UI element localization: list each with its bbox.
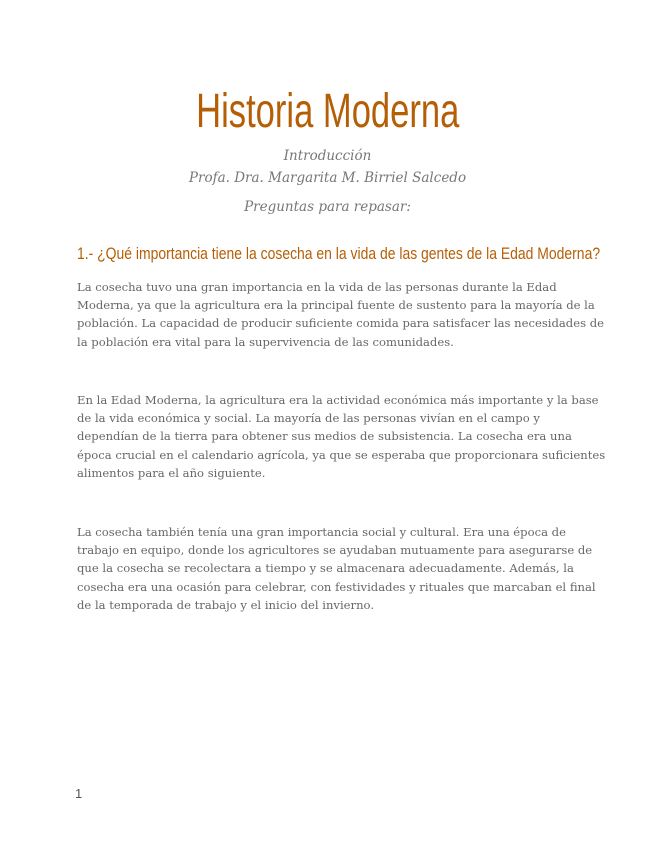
- line: trabajo en equipo, donde los agricultores se ayudaban mutuamente para asegurarse de: [77, 543, 593, 558]
- line: Moderna, ya que la agricultura era la principal fuente de sustento para la mayoría de la: [77, 298, 595, 313]
- document-title: [0, 84, 655, 139]
- line: que la cosecha se recolectara a tiempo y se almacenara adecuadamente. Además, la: [77, 561, 574, 576]
- question-heading: 1.- ¿Qué importancia tiene la cosecha en la vida de las gentes de la Edad Moderna?: [77, 244, 601, 263]
- line: dependían de la tierra para obtener sus medios de subsistencia. La cosecha era una: [77, 429, 572, 444]
- paragraph-1: [77, 278, 605, 351]
- paragraph-2: [77, 391, 606, 482]
- line: La cosecha también tenía una gran importancia social y cultural. Era una época de: [77, 525, 566, 539]
- author: Profa. Dra. Margarita M. Birriel Salcedo: [188, 170, 467, 186]
- line: de la vida económica y social. La mayoría de las personas vivían en el campo y: [77, 411, 540, 426]
- subtitle: Introducción: [283, 148, 372, 164]
- page-number: 1: [75, 786, 83, 801]
- line: En la Edad Moderna, la agricultura era la actividad económica más importante y la base: [77, 393, 599, 407]
- line: La cosecha tuvo una gran importancia en la vida de las personas durante la Edad: [77, 280, 557, 294]
- line: población. La capacidad de producir suficiente comida para satisfacer las necesidades de: [77, 316, 605, 331]
- line: alimentos para el año siguiente.: [77, 465, 266, 480]
- paragraph-3: [77, 523, 597, 614]
- line: la población era vital para la supervivencia de las comunidades.: [77, 334, 454, 349]
- section-label: Preguntas para repasar:: [244, 199, 411, 215]
- title-text: Historia Moderna: [195, 85, 460, 138]
- line: de la temporada de trabajo y el inicio del invierno.: [77, 597, 375, 612]
- line: época crucial en el calendario agrícola, ya que se esperaba que proporcionara suficientes: [77, 447, 606, 462]
- line: cosecha era una ocasión para celebrar, con festividades y rituales que marcaban el final: [77, 579, 596, 594]
